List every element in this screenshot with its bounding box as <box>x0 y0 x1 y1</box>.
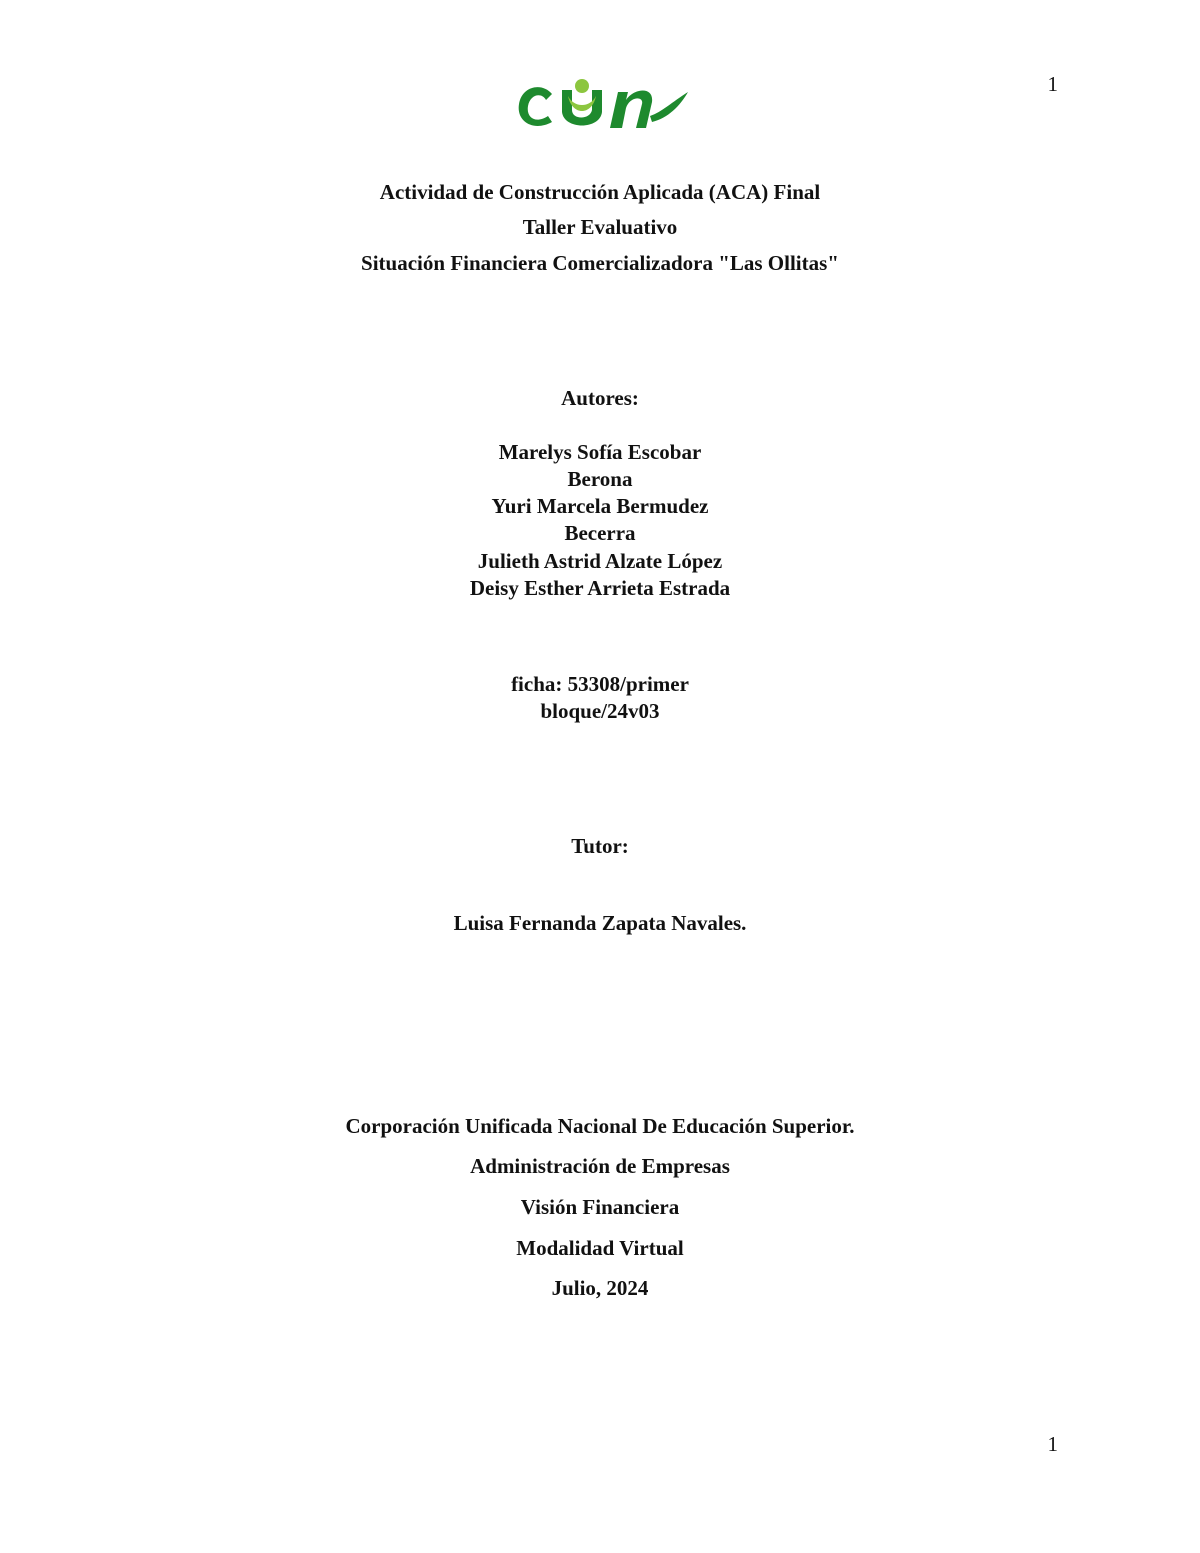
modality: Modalidad Virtual <box>516 1236 684 1260</box>
ficha-line-1: ficha: 53308/primer <box>511 672 689 696</box>
tutor-name: Luisa Fernanda Zapata Navales. <box>453 911 747 935</box>
authors-heading: Autores: <box>561 386 639 410</box>
ficha-line-2: bloque/24v03 <box>540 699 660 723</box>
author-line: Deisy Esther Arrieta Estrada <box>469 576 731 600</box>
logo-letter-c <box>519 87 552 126</box>
author-line: Berona <box>567 467 633 491</box>
institution-name: Corporación Unificada Nacional De Educación Superior. <box>345 1114 855 1138</box>
page-number-bottom: 1 <box>1047 1432 1058 1456</box>
title-line-2: Taller Evaluativo <box>522 215 678 239</box>
cun-logo <box>512 72 692 136</box>
author-line: Yuri Marcela Bermudez <box>491 494 709 518</box>
date: Julio, 2024 <box>551 1276 649 1300</box>
tutor-heading: Tutor: <box>571 834 629 858</box>
logo-head-dot <box>575 79 589 93</box>
course-name: Visión Financiera <box>520 1195 680 1219</box>
author-line: Marelys Sofía Escobar <box>498 440 702 464</box>
title-line-1: Actividad de Construcción Aplicada (ACA) Final <box>379 180 821 204</box>
author-line: Becerra <box>564 521 636 545</box>
logo-swoosh <box>650 92 688 122</box>
page-number-top: 1 <box>1047 72 1058 96</box>
program-name: Administración de Empresas <box>470 1154 730 1178</box>
author-line: Julieth Astrid Alzate López <box>477 549 723 573</box>
logo-figure-arc <box>568 96 596 111</box>
logo-letter-n <box>610 91 652 129</box>
title-line-3: Situación Financiera Comercializadora "Las Ollitas" <box>361 251 839 275</box>
